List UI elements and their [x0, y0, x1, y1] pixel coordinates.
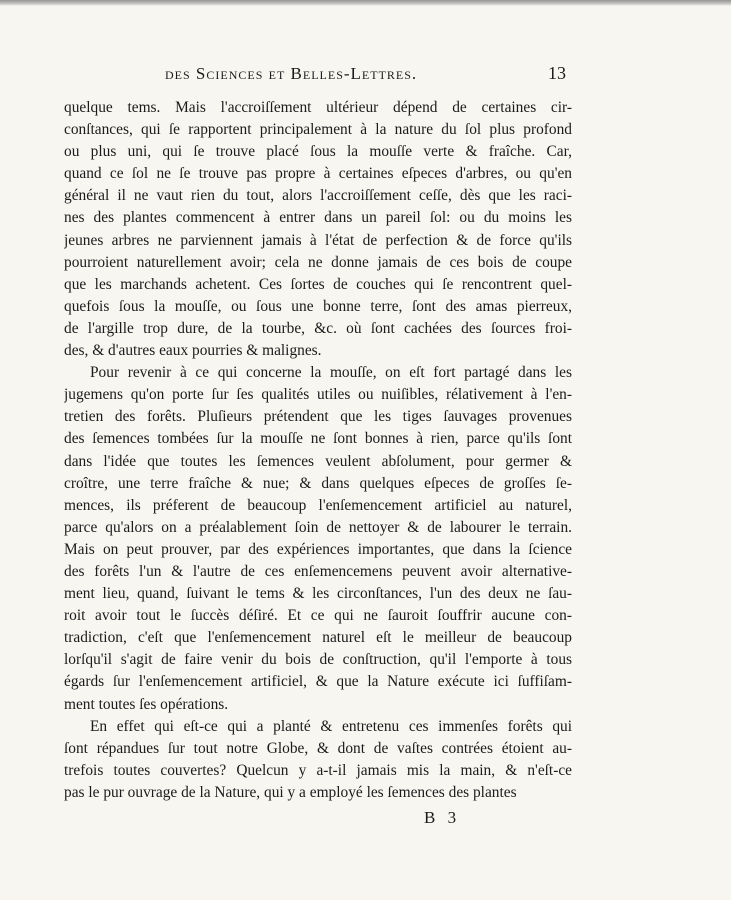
text-line: ment lieu, quand, ſuivant le tems & les circonſtances, l'un des deux ne ſau- — [64, 585, 572, 603]
text-line: ſont répandues ſur tout notre Globe, & dont de vaſtes contrées étoient au- — [64, 739, 572, 757]
text-line: quand ce ſol ne ſe trouve pas propre à certaines eſpeces d'arbres, ou qu'en — [64, 165, 572, 183]
text-line: pas le pur ouvrage de la Nature, qui y a employé les ſemences des plantes — [64, 783, 517, 801]
body-text — [64, 97, 572, 804]
text-line: roit avoir tout le ſuccès déſiré. Et ce qui ne ſauroit ſouffrir aucune con- — [64, 607, 572, 625]
text-line: tretien des forêts. Pluſieurs prétendent que les tiges ſauvages provenues — [64, 408, 572, 426]
paragraph — [64, 362, 572, 716]
text-line: jeunes arbres ne parviennent jamais à l'état de perfection & de force qu'ils — [64, 231, 572, 249]
text-line: égards ſur l'enſemencement artificiel, & que la Nature exécute ici ſuffiſam- — [64, 673, 572, 691]
text-line: lorſqu'il s'agit de faire venir du bois de conſtruction, qu'il l'emporte à tous — [64, 651, 572, 669]
text-line: ment toutes ſes opérations. — [64, 695, 229, 713]
text-line: jugemens qu'on porte ſur ſes qualités utiles ou nuiſibles, rélativement à l'en- — [64, 386, 572, 404]
text-line: des forêts l'un & l'autre de ces enſemencemens peuvent avoir alternative- — [64, 562, 572, 580]
text-line: tradiction, c'eſt que l'enſemencement naturel eſt le meilleur de beaucoup — [64, 629, 572, 647]
text-line: ou plus uni, qui ſe trouve placé ſous la mouſſe verte & fraîche. Car, — [64, 143, 572, 161]
text-line: quelque tems. Mais l'accroiſſement ultérieur dépend de certaines cir- — [64, 99, 572, 116]
text-line: croître, une terre fraîche & nue; & dans quelques eſpeces de groſſes ſe- — [64, 474, 572, 492]
text-line: mences, ils préferent de beaucoup l'enſemencement artificiel au naturel, — [64, 496, 572, 514]
text-line: dans l'idée que toutes les ſemences veulent abſolument, pour germer & — [64, 452, 572, 470]
text-line: nes des plantes commencent à entrer dans un pareil ſol: ou du moins les — [64, 209, 572, 227]
running-head: des Sciences et Belles-Lettres. — [165, 64, 418, 83]
text-line: Pour revenir à ce qui concerne la mouſſe, on eſt fort partagé dans les — [90, 364, 572, 382]
text-line: Mais on peut prouver, par des expériences importantes, que dans la ſcience — [64, 540, 572, 558]
signature-mark: B 3 — [424, 808, 461, 827]
page-edge-shadow — [0, 0, 731, 6]
page-number: 13 — [548, 63, 566, 83]
text-line: pourroient naturellement avoir; cela ne donne jamais de ces bois de coupe — [64, 253, 572, 271]
text-line: conſtances, qui ſe rapportent principalement à la nature du ſol plus profond — [64, 121, 572, 139]
paragraph — [64, 97, 572, 362]
text-line: des ſemences tombées ſur la mouſſe ne ſont bonnes à rien, parce qu'ils ſont — [64, 430, 572, 448]
text-line: des, & d'autres eaux pourries & malignes. — [64, 342, 322, 360]
text-line: trefois toutes couvertes? Quelcun y a-t-il jamais mis la main, & n'eſt-ce — [64, 761, 572, 779]
text-line: général il ne vaut rien du tout, alors l'accroiſſement ceſſe, dès que les raci- — [64, 187, 572, 205]
text-line: quefois ſous la mouſſe, ou ſous une bonne terre, ſont des amas pierreux, — [64, 297, 572, 315]
text-line: En effet qui eſt-ce qui a planté & entretenu ces immenſes forêts qui — [90, 717, 572, 735]
text-line: que les marchands achetent. Ces ſortes de couches qui ſe rencontrent quel- — [64, 275, 572, 293]
paragraph — [64, 716, 572, 804]
text-line: parce qu'alors on a préalablement ſoin de nettoyer & de labourer le terrain. — [64, 518, 572, 536]
text-line: de l'argille trop dure, de la tourbe, &c. où ſont cachées des ſources froi- — [64, 319, 572, 337]
